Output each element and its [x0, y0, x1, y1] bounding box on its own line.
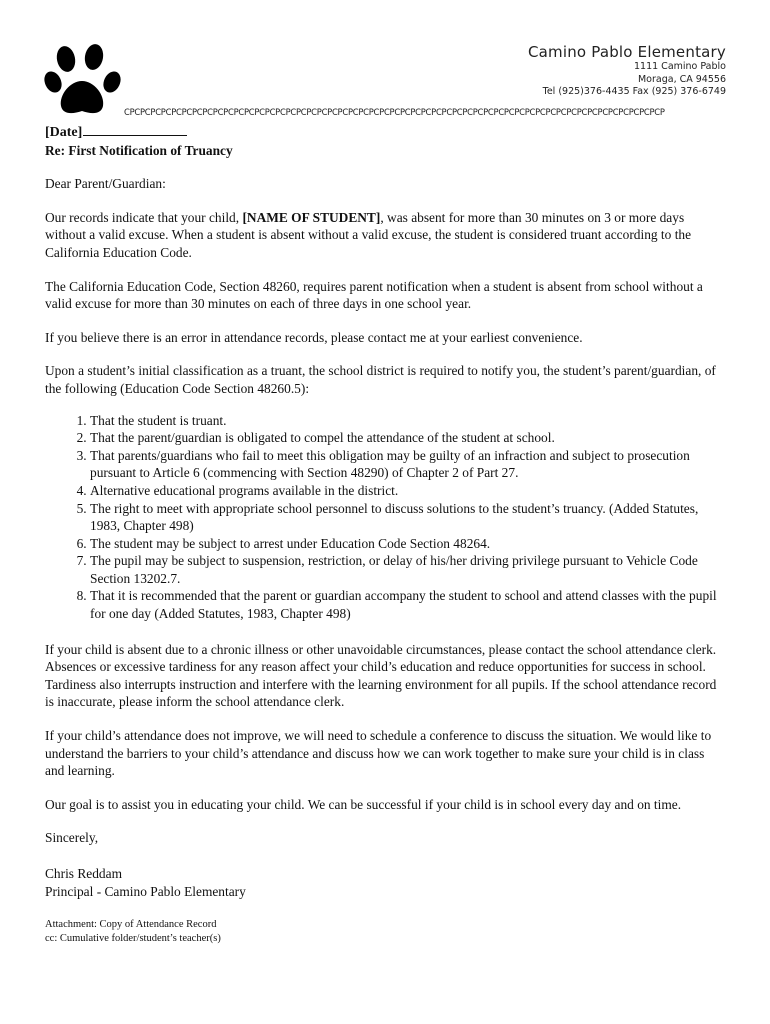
list-item: 1. That the student is truant.	[90, 412, 725, 430]
paw-print-icon	[44, 44, 124, 120]
paragraph-contact: If you believe there is an error in attendance records, please contact me at your earliest convenience.	[45, 329, 583, 345]
letter-subject: Re: First Notification of Truancy	[45, 142, 233, 158]
paragraph-records	[45, 209, 725, 262]
school-phone: Tel (925)376-4435 Fax (925) 376-6749	[542, 86, 726, 97]
date-line	[45, 122, 725, 142]
date-label: [Date]	[45, 125, 83, 140]
student-name-placeholder: [NAME OF STUDENT]	[242, 209, 381, 225]
paragraph-education-code: The California Education Code, Section 48260, requires parent notification when a student is absent from school without a valid excuse for more than 30 minutes on each of three days in one school year.	[45, 278, 703, 312]
notification-list	[45, 412, 725, 623]
closing: Sincerely,	[45, 830, 99, 846]
list-item: 5. The right to meet with appropriate school personnel to discuss solutions to the student’s truancy. (Added Statutes, 1983, Chapter 498)	[90, 500, 725, 535]
signer-name: Chris Reddam	[45, 866, 122, 881]
list-item: 8. That it is recommended that the parent or guardian accompany the student to school and attend classes with the pupil for one day (Added Statutes, 1983, Chapter 498)	[90, 587, 725, 622]
paragraph-goal: Our goal is to assist you in educating your child. We can be successful if your child is in school every day and on time.	[45, 796, 682, 812]
paragraph-records-end: , was absent for more than 30 minutes on 3 or more days without a valid excuse. When a student is absent without a valid excuse, the student is considered truant according to the California Education Code.	[45, 209, 692, 260]
school-street: 1111 Camino Pablo	[633, 61, 726, 72]
attachment-note: Attachment: Copy of Attendance Record	[45, 919, 217, 931]
school-letterhead	[528, 43, 726, 99]
school-city: Moraga, CA 94556	[637, 73, 726, 85]
paragraph-records-start: Our records indicate that your child,	[45, 209, 243, 225]
list-item: 2. That the parent/guardian is obligated to compel the attendance of the student at school.	[90, 429, 725, 447]
salutation: Dear Parent/Guardian:	[45, 176, 166, 192]
signer-title: Principal - Camino Pablo Elementary	[45, 883, 246, 899]
date-blank	[83, 122, 187, 136]
paragraph-absence: If your child is absent due to a chronic illness or other unavoidable circumstances, please contact the school attendance clerk. Absences or excessive tardiness for any reason affect your child’s education and reduce opportunities for success in school. Tardiness also interrupts instruction and interfere with the learning environment for all pupils. If the school attendance record is inaccurate, please inform the school attendance clerk.	[45, 641, 717, 710]
list-item: 7. The pupil may be subject to suspension, restriction, or delay of his/her driving privilege pursuant to Vehicle Code Section 13202.7.	[90, 552, 725, 587]
paragraph-notify: Upon a student’s initial classification as a truant, the school district is required to notify you, the student’s parent/guardian, of the following (Education Code Section 48260.5):	[45, 363, 716, 396]
paragraph-conference: If your child’s attendance does not improve, we will need to schedule a conference to discuss the situation. We would like to understand the barriers to your child’s attendance and discuss how we can work together to make sure your child is in class and learning.	[45, 728, 712, 779]
list-item: 4. Alternative educational programs available in the district.	[90, 482, 725, 500]
list-item: 3. That parents/guardians who fail to meet this obligation may be guilty of an infraction and subject to prosecution pursuant to Article 6 (commencing with Section 48290) of Chapter 2 of Part 27.	[90, 447, 725, 482]
cc-note: cc: Cumulative folder/student’s teacher(s)	[45, 932, 221, 944]
letter-body	[45, 122, 725, 945]
list-item: 6. The student may be subject to arrest under Education Code Section 48264.	[90, 535, 725, 553]
letterhead-divider: CPCPCPCPCPCPCPCPCPCPCPCPCPCPCPCPCPCPCPCPCPCPCPCPCPCPCPCPCPCPCPCPCPCPCPCPCPCPCPCPCPCPCPCPCPCPCPCPCPCPCPCP	[124, 107, 665, 117]
school-name: Camino Pablo Elementary	[527, 43, 726, 61]
